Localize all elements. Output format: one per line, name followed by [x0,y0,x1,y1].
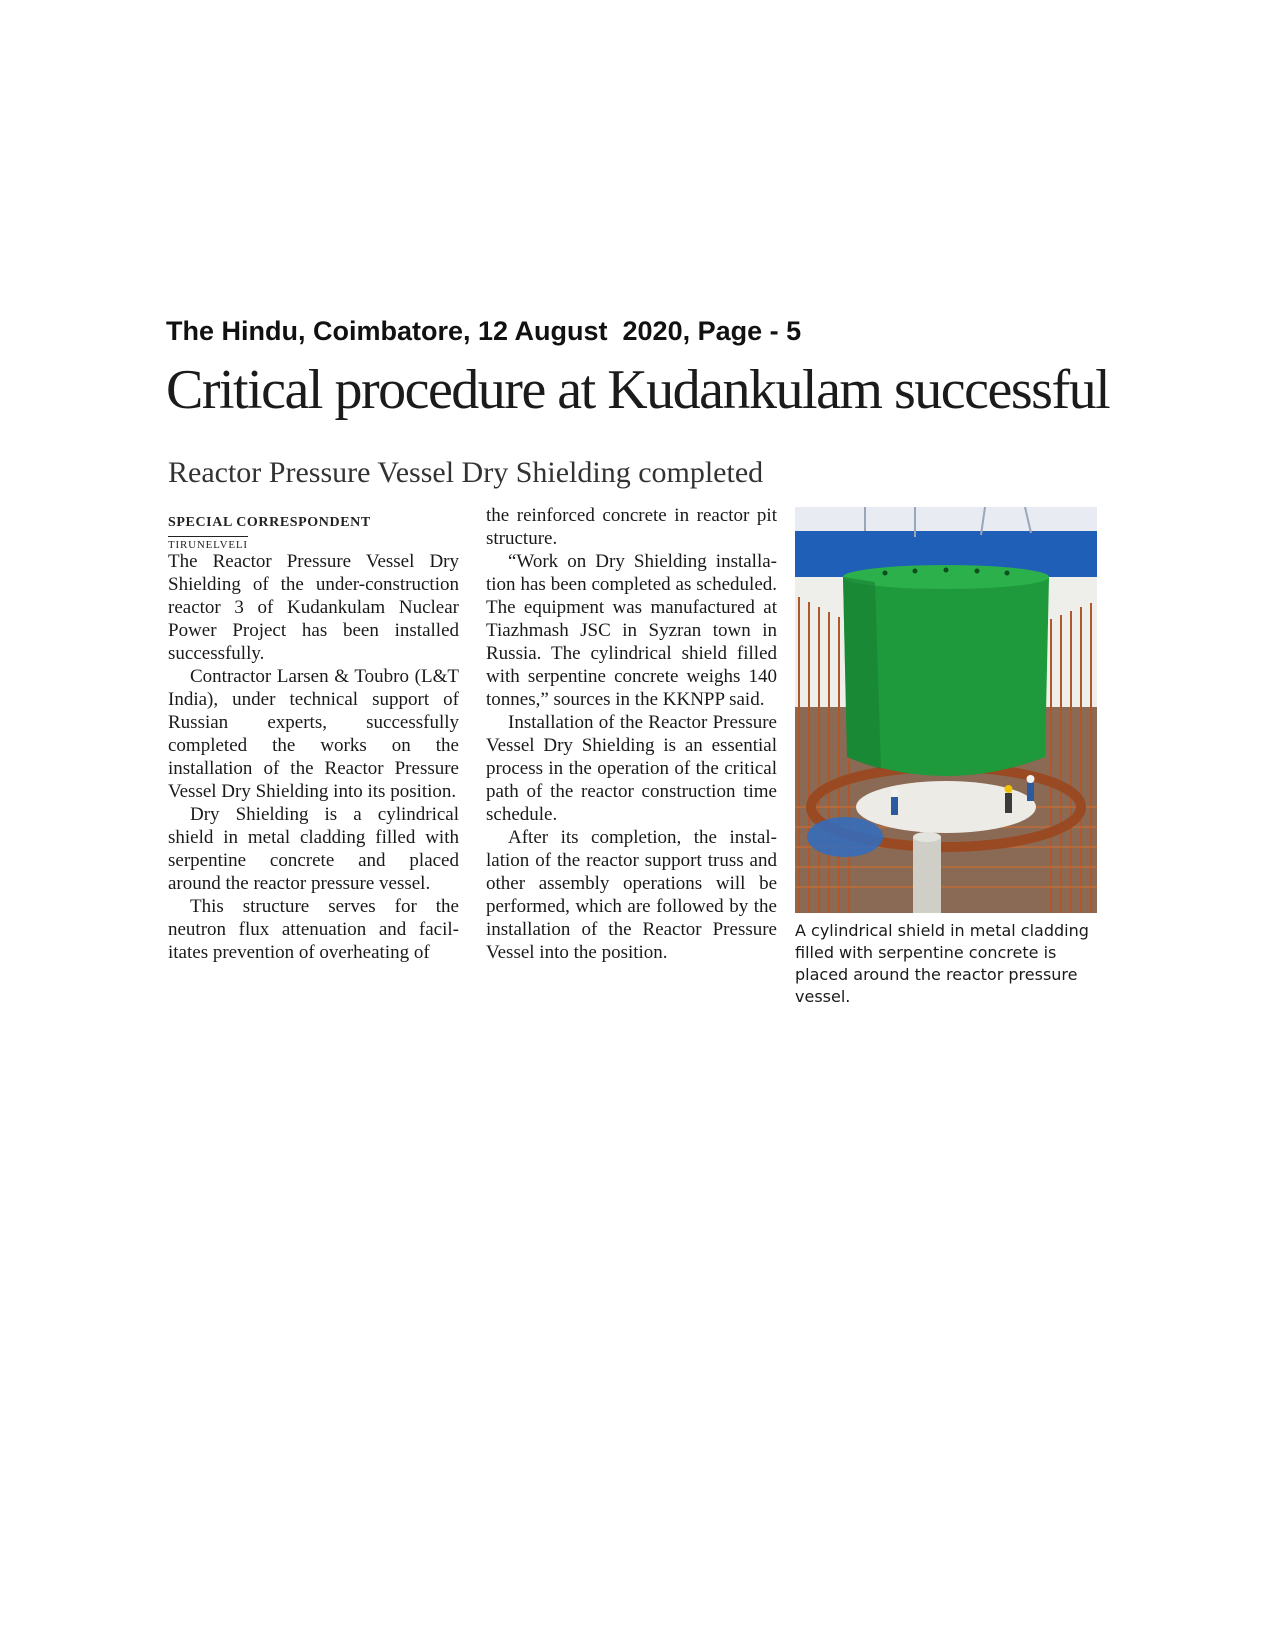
paragraph: The Reactor Pressure Vessel Dry Shielding of the under-construction reactor 3 of Kudankulam Nuclear Power Project has been installed successfully. [168,551,459,664]
paragraph: the reinforced concrete in reactor pit structure. [486,505,777,549]
article-column-1 [168,550,459,964]
paragraph: Contractor Larsen & Toubro (L&T India), under technical support of Russian experts, successfully completed the works on the installation of the Reactor Pressure Vessel Dry Shielding into its position. [168,666,459,802]
paragraph: “Work on Dry Shielding installation has been completed as scheduled. The equipment was manufactured at Tiazhmash JSC in Syzran town in Russia. The cylindrical shield filled with serpentine concrete weighs 140 tonnes,” sources in the KKNPP said. [486,551,777,710]
dateline: TIRUNELVELI [168,536,248,551]
byline: SPECIAL CORRESPONDENT [168,515,371,530]
paragraph: Installation of the Reactor Pressure Vessel Dry Shielding is an essential process in the operation of the critical path of the reactor construction time schedule. [486,712,777,825]
paragraph: This structure serves for the neutron flux attenuation and facilitates prevention of overheating of [168,896,459,963]
headline: Critical procedure at Kudankulam successful [166,359,1110,421]
paragraph: After its completion, the installation of the reactor support truss and other assembly operations will be performed, which are followed by the installation of the Reactor Pressure Vessel into the position. [486,827,777,963]
source-line: The Hindu, Coimbatore, 12 August 2020, Page - 5 [166,316,802,346]
photo-caption: A cylindrical shield in metal cladding filled with serpentine concrete is placed around the reactor pressure vessel. [795,921,1089,1006]
reactor-shield-photo [795,507,1097,913]
subheadline: Reactor Pressure Vessel Dry Shielding completed [168,456,764,489]
paragraph: Dry Shielding is a cylindrical shield in metal cladding filled with serpentine concrete and placed around the reactor pressure vessel. [168,804,459,894]
article-column-2 [486,504,777,964]
